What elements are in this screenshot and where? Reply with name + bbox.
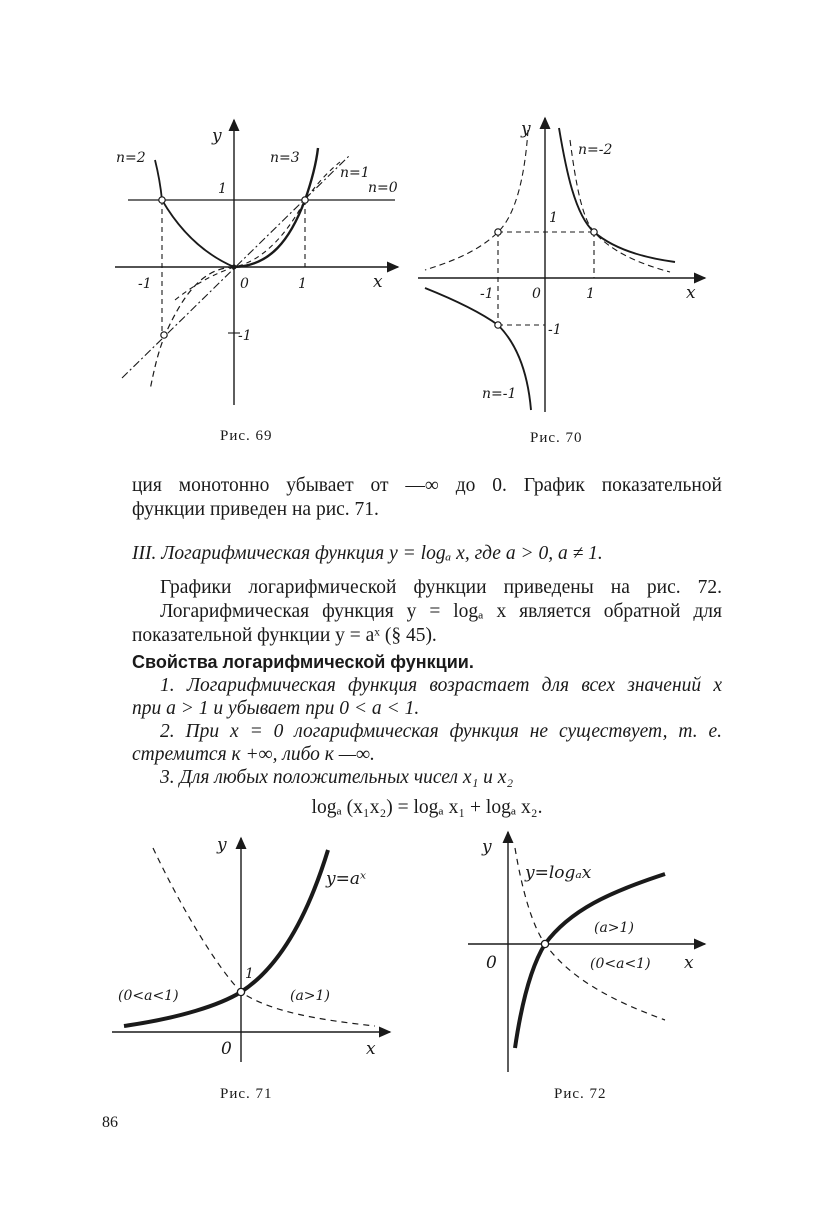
fig69-tick-ym1: -1 — [238, 328, 252, 344]
fig69-tick-xm1: -1 — [138, 276, 152, 292]
fig72-caption: Рис. 72 — [554, 1086, 607, 1102]
fig70-tick-y1: 1 — [549, 210, 558, 226]
fig69-label-n1: n=1 — [340, 165, 370, 181]
fig70-caption: Рис. 70 — [530, 430, 583, 446]
fig69-label-n0: n=0 — [368, 180, 398, 196]
fig71-caption: Рис. 71 — [220, 1086, 273, 1102]
fig71-y-label: y — [217, 835, 227, 855]
paragraph-1-line-2: функции приведен на рис. 71. — [132, 499, 379, 520]
paragraph-1-line-1: ция монотонно убывает от —∞ до 0. График показательной — [132, 475, 722, 496]
fig71-x-label: x — [366, 1039, 376, 1059]
fig72-label-gt: (a>1) — [594, 920, 634, 936]
paragraph-3-line-1: Логарифмическая функция y = logₐ x является обратной для — [160, 601, 722, 622]
fig70-label-nm2: n=-2 — [578, 142, 613, 158]
fig72-equation: y=logₐx — [525, 863, 592, 883]
fig69-label-n3: n=3 — [270, 150, 300, 166]
item-1-line-1: 1. Логарифмическая функция возрастает для всех значений x — [160, 675, 722, 696]
fig71-label-lt: (0<a<1) — [118, 988, 179, 1004]
fig71-equation: y=aˣ — [326, 869, 367, 889]
item-1-line-2: при a > 1 и убывает при 0 < a < 1. — [132, 698, 420, 719]
fig72-label-lt: (0<a<1) — [590, 956, 651, 972]
fig69-label-n2: n=2 — [116, 150, 146, 166]
properties-heading: Свойства логарифмической функции. — [132, 652, 474, 672]
fig71-label-gt: (a>1) — [290, 988, 330, 1004]
fig69-caption: Рис. 69 — [220, 428, 273, 444]
item-3: 3. Для любых положительных чисел x₁ и x₂ — [160, 767, 514, 788]
paragraph-2: Графики логарифмической функции приведены на рис. 72. — [160, 577, 722, 598]
paragraph-3-line-2: показательной функции y = aˣ (§ 45). — [132, 625, 437, 646]
fig70-label-nm1: n=-1 — [482, 386, 517, 402]
page-number: 86 — [102, 1114, 118, 1131]
section-heading: III. Логарифмическая функция y = logₐ x, где a > 0, a ≠ 1. — [132, 543, 603, 564]
fig70-x-label: x — [686, 283, 696, 303]
fig70-tick-origin: 0 — [532, 286, 541, 302]
fig72-origin: 0 — [486, 953, 497, 973]
fig70-tick-xm1: -1 — [480, 286, 494, 302]
fig70-tick-x1: 1 — [586, 286, 595, 302]
fig69-y-label: y — [212, 126, 222, 146]
fig69-tick-x1: 1 — [298, 276, 307, 292]
fig70-y-label: y — [521, 119, 531, 139]
fig69-tick-y1: 1 — [218, 181, 227, 197]
fig70-tick-ym1: -1 — [548, 322, 562, 338]
formula: logₐ (x₁x₂) = logₐ x₁ + logₐ x₂. — [311, 797, 543, 818]
fig72-y-label: y — [482, 837, 492, 857]
fig69-tick-origin: 0 — [240, 276, 249, 292]
fig71-origin: 0 — [221, 1039, 232, 1059]
fig71-tick-1: 1 — [245, 966, 254, 982]
fig69-x-label: x — [373, 272, 383, 292]
item-2-line-1: 2. При x = 0 логарифмическая функция не существует, т. е. — [160, 721, 722, 742]
fig72-x-label: x — [684, 953, 694, 973]
item-2-line-2: стремится к +∞, либо к —∞. — [132, 744, 375, 765]
